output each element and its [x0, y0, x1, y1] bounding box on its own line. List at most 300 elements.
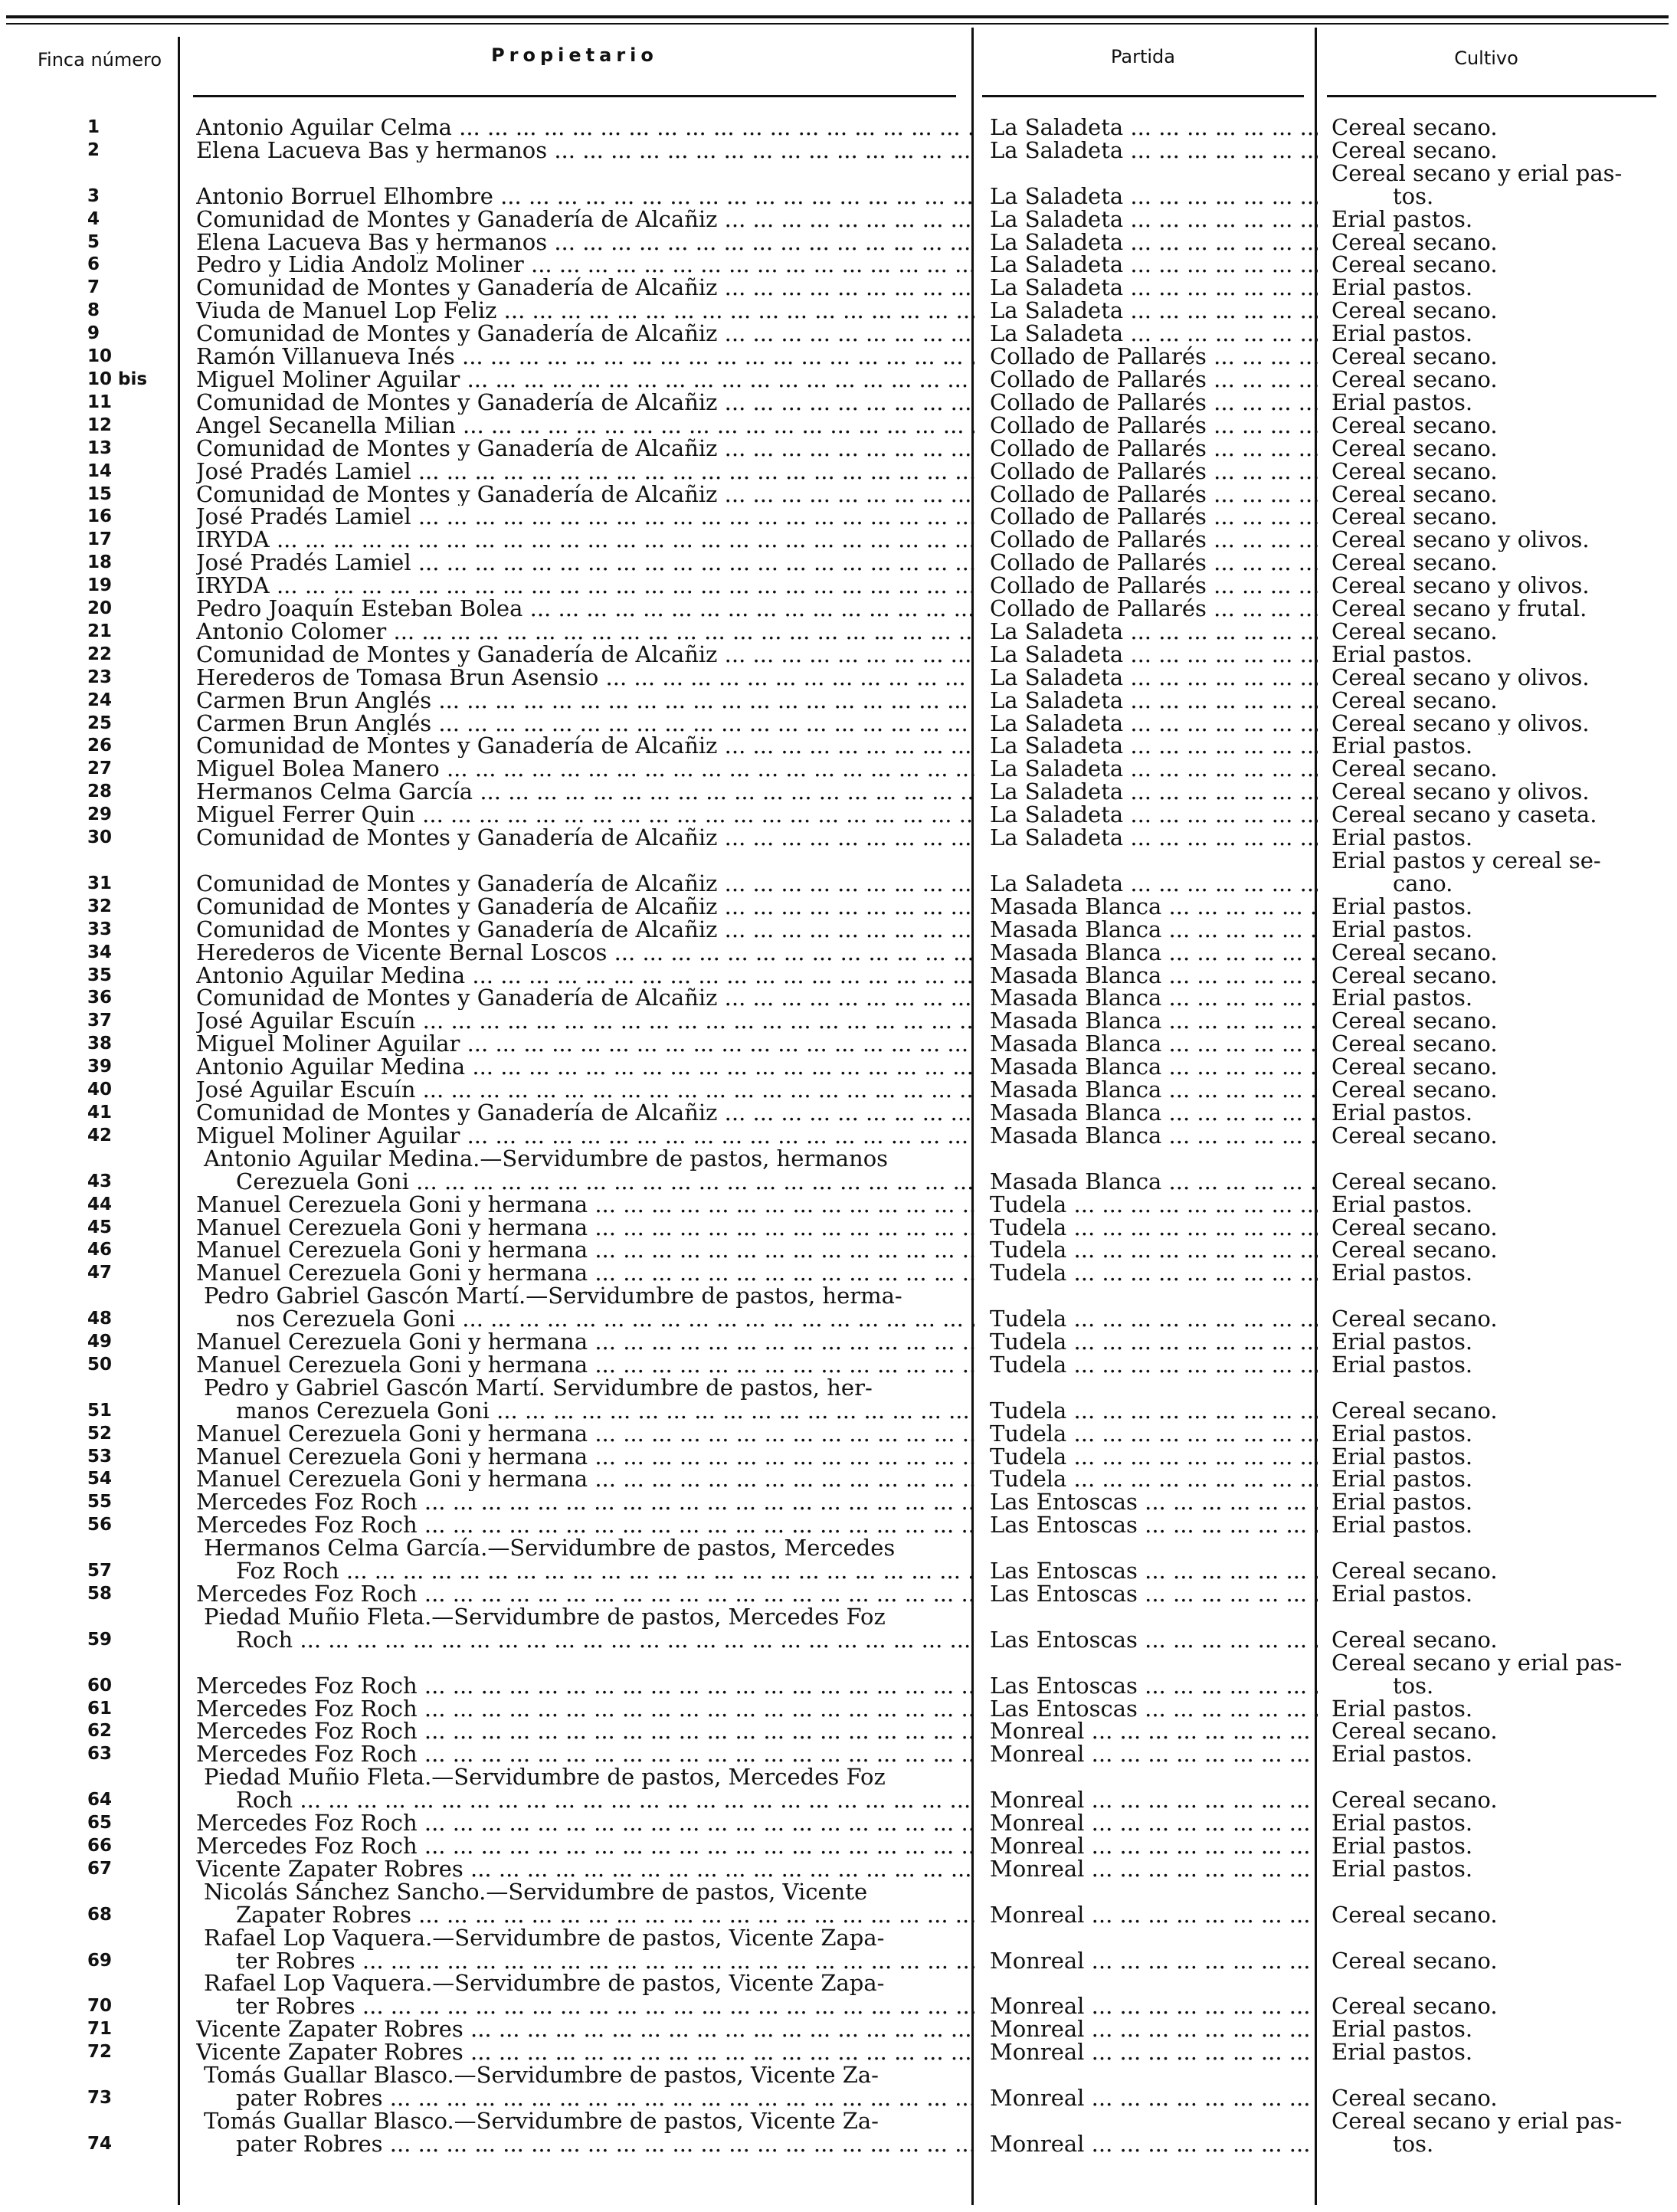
owner-name: Pedro Joaquín Esteban Bolea ... . [196, 598, 974, 621]
cultivo-cell [1318, 139, 1664, 162]
owner-name: Roch ... . [196, 1629, 974, 1652]
finca-number: 43 [87, 1171, 113, 1191]
owner-cell [178, 1125, 974, 1148]
finca-number: 51 [87, 1400, 113, 1421]
finca-number: 63 [87, 1744, 113, 1765]
table-row [0, 1491, 1664, 1514]
finca-number: 18 [87, 552, 113, 573]
partida-cell [974, 1102, 1318, 1125]
table-row [0, 277, 1664, 300]
partida-cell [974, 1698, 1318, 1721]
partida-cell [974, 1468, 1318, 1491]
owner-name: Antonio Borruel Elhombre ... . [196, 185, 974, 208]
cultivo-text: Cereal secano. [1331, 368, 1498, 392]
cultivo-cell [1318, 1217, 1664, 1240]
owner-cell [178, 415, 974, 437]
table-row [0, 483, 1664, 506]
owner-cell [178, 1927, 974, 1973]
owner-cell [178, 690, 974, 713]
partida-cell [974, 804, 1318, 827]
cultivo-cell [1318, 1148, 1664, 1194]
owner-name: Comunidad de Montes y Ganadería de Alcañiz ... . [196, 896, 974, 919]
partida-cell [974, 208, 1318, 231]
finca-number: 12 [87, 415, 113, 435]
owner-cell [178, 162, 974, 208]
cultivo-cell [1318, 415, 1664, 437]
partida-name: Monreal ... . [990, 1720, 1318, 1743]
cultivo-text: Cereal secano. [1331, 2084, 1498, 2110]
finca-number: 53 [87, 1446, 113, 1466]
header-cultivo: Cultivo [1454, 48, 1518, 69]
partida-cell [974, 1743, 1318, 1766]
partida-name: Masada Blanca ... . [990, 942, 1318, 965]
cultivo-text: Cereal secano. [1331, 1010, 1498, 1034]
cultivo-text: Cereal secano. [1331, 1993, 1498, 2019]
cultivo-cell [1318, 713, 1664, 736]
cultivo-cell [1318, 346, 1664, 369]
partida-cell [974, 2041, 1318, 2064]
table-row [0, 735, 1664, 758]
finca-number: 4 [87, 208, 100, 229]
owner-name: Mercedes Foz Roch ... . [196, 1743, 974, 1766]
finca-number: 69 [87, 1950, 113, 1971]
owner-cell [178, 1972, 974, 2018]
finca-number: 21 [87, 621, 113, 641]
partida-cell [974, 483, 1318, 506]
finca-number: 35 [87, 965, 113, 985]
owner-cell [178, 1033, 974, 1056]
owner-name: Comunidad de Montes y Ganadería de Alcañiz ... . [196, 323, 974, 346]
owner-name: Manuel Cerezuela Goni y hermana ... . [196, 1194, 974, 1217]
owner-name: Carmen Brun Anglés ... . [196, 690, 974, 713]
owner-cell [178, 1102, 974, 1125]
finca-number: 56 [87, 1515, 113, 1535]
owner-name: Manuel Cerezuela Goni y hermana ... . [196, 1239, 974, 1262]
partida-name: Collado de Pallarés ... . [990, 415, 1318, 437]
owner-cell [178, 1583, 974, 1606]
table-row [0, 621, 1664, 644]
owner-cell [178, 827, 974, 850]
finca-number: 46 [87, 1240, 113, 1260]
owner-name: Comunidad de Montes y Ganadería de Alcañiz ... . [196, 827, 974, 850]
owner-name: Antonio Aguilar Celma ... . [196, 116, 974, 139]
cultivo-text: Cereal secano y erial pas- [1331, 2109, 1623, 2134]
owner-name: Vicente Zapater Robres ... . [196, 2018, 974, 2041]
owner-name: Nicolás Sánchez Sancho.—Servidumbre de pastos, Vicente [204, 1880, 868, 1904]
cultivo-cell [1318, 987, 1664, 1010]
finca-number: 66 [87, 1835, 113, 1856]
owner-cell [178, 1217, 974, 1240]
owner-cell [178, 919, 974, 942]
owner-name: Comunidad de Montes y Ganadería de Alcañiz ... . [196, 873, 974, 896]
partida-cell [974, 781, 1318, 804]
owner-name: Miguel Moliner Aguilar ... . [196, 369, 974, 392]
cultivo-text: Cereal secano. [1331, 346, 1498, 369]
cultivo-text: Cereal secano y caseta. [1331, 804, 1597, 827]
partida-name: Monreal ... . [990, 2131, 1318, 2156]
cultivo-text: Erial pastos. [1331, 1857, 1473, 1881]
partida-cell [974, 713, 1318, 736]
cultivo-text: Cereal secano. [1331, 1033, 1498, 1057]
partida-cell [974, 1354, 1318, 1377]
partida-cell [974, 323, 1318, 346]
partida-cell [974, 346, 1318, 369]
partida-cell [974, 987, 1318, 1010]
table-row [0, 437, 1664, 460]
owner-cell [178, 987, 974, 1010]
partida-name: La Saladeta ... . [990, 300, 1318, 323]
partida-cell [974, 1377, 1318, 1423]
partida-name: La Saladeta ... . [990, 870, 1318, 896]
cultivo-cell [1318, 1033, 1664, 1056]
cultivo-text: Erial pastos. [1331, 1834, 1473, 1858]
partida-cell [974, 1262, 1318, 1285]
partida-cell [974, 1010, 1318, 1033]
owner-name: Comunidad de Montes y Ganadería de Alcañiz ... . [196, 437, 974, 460]
cultivo-text: Cereal secano. [1331, 231, 1498, 254]
finca-number: 9 [87, 323, 100, 344]
table-row [0, 758, 1664, 781]
owner-name: Angel Secanella Milian ... . [196, 415, 974, 437]
cultivo-cell [1318, 942, 1664, 965]
owner-cell [178, 1881, 974, 1927]
table-row [0, 1056, 1664, 1079]
owner-cell [178, 1812, 974, 1835]
owner-cell [178, 437, 974, 460]
cultivo-cell [1318, 621, 1664, 644]
owner-cell [178, 2110, 974, 2156]
cultivo-cell [1318, 506, 1664, 529]
partida-name: Monreal ... . [990, 2041, 1318, 2064]
owner-name: Antonio Aguilar Medina.—Servidumbre de pastos, hermanos [204, 1147, 889, 1171]
finca-number: 14 [87, 460, 113, 481]
finca-number: 42 [87, 1125, 113, 1145]
finca-number: 33 [87, 919, 113, 939]
partida-cell [974, 2110, 1318, 2156]
cultivo-text: Cereal secano. [1331, 1168, 1498, 1194]
partida-name: Monreal ... . [990, 2085, 1318, 2110]
owner-name: Ramón Villanueva Inés ... . [196, 346, 974, 369]
cultivo-text: Cereal secano. [1331, 552, 1498, 575]
partida-cell [974, 1491, 1318, 1514]
partida-name: Monreal ... . [990, 1743, 1318, 1766]
partida-cell [974, 850, 1318, 896]
owner-cell [178, 1377, 974, 1423]
cultivo-text: Erial pastos. [1331, 1743, 1473, 1767]
owner-cell [178, 621, 974, 644]
cultivo-cell [1318, 1491, 1664, 1514]
cultivo-cell [1318, 162, 1664, 208]
finca-number: 23 [87, 667, 113, 687]
owner-cell [178, 552, 974, 575]
cultivo-text: Cereal secano. [1331, 1558, 1498, 1583]
owner-name: Comunidad de Montes y Ganadería de Alcañiz ... . [196, 208, 974, 231]
owner-cell [178, 1285, 974, 1331]
partida-cell [974, 116, 1318, 139]
owner-name: Mercedes Foz Roch ... . [196, 1583, 974, 1606]
partida-name: La Saladeta ... . [990, 323, 1318, 346]
table-row [0, 1010, 1664, 1033]
finca-number: 10 bis [87, 369, 148, 389]
table-row [0, 1148, 1664, 1194]
owner-cell [178, 1766, 974, 1812]
cultivo-cell [1318, 552, 1664, 575]
partida-cell [974, 827, 1318, 850]
owner-name: ter Robres ... . [196, 1950, 974, 1973]
finca-number: 37 [87, 1011, 113, 1031]
cultivo-text: Cereal secano. [1331, 483, 1498, 506]
cultivo-text: Cereal secano y frutal. [1331, 598, 1587, 621]
owner-name: Foz Roch ... . [196, 1560, 974, 1583]
table-row [0, 1698, 1664, 1721]
owner-cell [178, 1079, 974, 1102]
partida-cell [974, 1079, 1318, 1102]
partida-name: Monreal ... . [990, 1812, 1318, 1835]
cultivo-cell [1318, 2110, 1664, 2156]
table-row [0, 392, 1664, 415]
owner-cell [178, 1354, 974, 1377]
owner-cell [178, 1537, 974, 1583]
cultivo-cell [1318, 254, 1664, 277]
finca-number: 55 [87, 1492, 113, 1512]
table-row [0, 300, 1664, 323]
table-row [0, 781, 1664, 804]
finca-number: 59 [87, 1629, 113, 1650]
owner-cell [178, 254, 974, 277]
partida-cell [974, 1720, 1318, 1743]
top-rule-thin [6, 23, 1669, 25]
partida-cell [974, 1514, 1318, 1537]
finca-number: 28 [87, 782, 113, 802]
cultivo-text: Erial pastos. [1331, 1262, 1473, 1286]
partida-name: Collado de Pallarés ... . [990, 483, 1318, 506]
cultivo-cell [1318, 735, 1664, 758]
owner-name: pater Robres ... . [196, 2087, 974, 2110]
owner-cell [178, 2018, 974, 2041]
owner-name: Manuel Cerezuela Goni y hermana ... . [196, 1423, 974, 1446]
partida-name: La Saladeta ... . [990, 690, 1318, 713]
cultivo-cell [1318, 392, 1664, 415]
owner-name: Rafael Lop Vaquera.—Servidumbre de pastos, Vicente Zapa- [204, 1926, 885, 1950]
cultivo-cell [1318, 1766, 1664, 1812]
table-row [0, 254, 1664, 277]
owner-name: Rafael Lop Vaquera.—Servidumbre de pastos, Vicente Zapa- [204, 1972, 885, 1996]
table-row [0, 1606, 1664, 1652]
cultivo-cell [1318, 598, 1664, 621]
cultivo-cell [1318, 369, 1664, 392]
table-row [0, 1102, 1664, 1125]
owner-cell [178, 1010, 974, 1033]
table-row [0, 1377, 1664, 1423]
finca-number: 2 [87, 139, 100, 160]
partida-name: Tudela ... . [990, 1239, 1318, 1262]
partida-cell [974, 1056, 1318, 1079]
partida-name: Collado de Pallarés ... . [990, 392, 1318, 415]
partida-name: Collado de Pallarés ... . [990, 529, 1318, 552]
owner-name: Comunidad de Montes y Ganadería de Alcañiz ... . [196, 644, 974, 667]
cultivo-text: Erial pastos. [1331, 208, 1473, 231]
partida-cell [974, 1446, 1318, 1469]
owner-cell [178, 896, 974, 919]
partida-name: Tudela ... . [990, 1306, 1318, 1331]
table-row [0, 1583, 1664, 1606]
table-row [0, 1858, 1664, 1881]
owner-cell [178, 1239, 974, 1262]
owner-name: Antonio Aguilar Medina ... . [196, 965, 974, 988]
cultivo-cell [1318, 437, 1664, 460]
table-row [0, 1125, 1664, 1148]
cultivo-cell [1318, 231, 1664, 254]
owner-cell [178, 850, 974, 896]
finca-number: 39 [87, 1057, 113, 1077]
cultivo-text: Erial pastos. [1331, 1812, 1473, 1835]
cultivo-text: Erial pastos. [1331, 1353, 1473, 1377]
cultivo-text: Cereal secano y erial pas- [1331, 162, 1623, 186]
owner-name: Miguel Moliner Aguilar ... . [196, 1033, 974, 1056]
owner-cell [178, 1720, 974, 1743]
cultivo-text: Cereal secano. [1331, 437, 1498, 460]
finca-number: 8 [87, 300, 100, 321]
cultivo-text: Erial pastos. [1331, 1583, 1473, 1606]
finca-number: 6 [87, 254, 100, 275]
owner-cell [178, 369, 974, 392]
finca-number: 52 [87, 1423, 113, 1444]
table-row [0, 1331, 1664, 1354]
owner-name: Comunidad de Montes y Ganadería de Alcañiz ... . [196, 392, 974, 415]
finca-number: 3 [87, 185, 100, 206]
cultivo-cell [1318, 1377, 1664, 1423]
finca-number: 61 [87, 1698, 113, 1719]
finca-number: 48 [87, 1309, 113, 1329]
partida-cell [974, 1217, 1318, 1240]
table-row [0, 690, 1664, 713]
cultivo-text: Cereal secano. [1331, 460, 1498, 483]
partida-cell [974, 369, 1318, 392]
partida-name: Collado de Pallarés ... . [990, 575, 1318, 598]
owner-name: Pedro y Gabriel Gascón Martí. Servidumbre de pastos, her- [204, 1376, 873, 1400]
finca-number: 68 [87, 1904, 113, 1925]
owner-cell [178, 804, 974, 827]
cultivo-text: Erial pastos y cereal se- [1331, 850, 1601, 873]
partida-name: Collado de Pallarés ... . [990, 346, 1318, 369]
cultivo-text: Cereal secano. [1331, 300, 1498, 323]
finca-number: 44 [87, 1194, 113, 1214]
owner-name: Manuel Cerezuela Goni y hermana ... . [196, 1262, 974, 1285]
owner-name: Elena Lacueva Bas y hermanos ... . [196, 139, 974, 162]
table-row [0, 713, 1664, 736]
partida-name: Masada Blanca ... . [990, 1125, 1318, 1148]
table-row [0, 346, 1664, 369]
owner-name: Comunidad de Montes y Ganadería de Alcañiz ... . [196, 277, 974, 300]
partida-name: Masada Blanca ... . [990, 965, 1318, 988]
cultivo-text: Erial pastos. [1331, 735, 1473, 759]
partida-cell [974, 1285, 1318, 1331]
partida-name: Las Entoscas ... . [990, 1558, 1318, 1583]
table-row [0, 804, 1664, 827]
partida-cell [974, 415, 1318, 437]
owner-cell [178, 346, 974, 369]
owner-name: Comunidad de Montes y Ganadería de Alcañiz ... . [196, 1102, 974, 1125]
cultivo-cell [1318, 1331, 1664, 1354]
cultivo-cell [1318, 644, 1664, 667]
partida-cell [974, 1881, 1318, 1927]
partida-cell [974, 1331, 1318, 1354]
table-row [0, 1537, 1664, 1583]
partida-cell [974, 1927, 1318, 1973]
owner-name: José Aguilar Escuín ... . [196, 1079, 974, 1102]
cultivo-text: Cereal secano. [1331, 1947, 1498, 1973]
cultivo-cell [1318, 850, 1664, 896]
finca-number: 58 [87, 1584, 113, 1604]
owner-name: Piedad Muñio Fleta.—Servidumbre de pastos, Mercedes Foz [204, 1766, 886, 1790]
owner-name: Carmen Brun Anglés ... . [196, 713, 974, 736]
owner-name: Comunidad de Montes y Ganadería de Alcañiz ... . [196, 987, 974, 1010]
cultivo-cell [1318, 1239, 1664, 1262]
table-row [0, 1446, 1664, 1469]
partida-cell [974, 277, 1318, 300]
partida-name: Masada Blanca ... . [990, 987, 1318, 1010]
cultivo-text: Cereal secano y olivos. [1331, 712, 1590, 736]
table-row [0, 1972, 1664, 2018]
table-row [0, 139, 1664, 162]
owner-name: Pedro Gabriel Gascón Martí.—Servidumbre de pastos, herma- [204, 1285, 902, 1309]
owner-name: pater Robres ... . [196, 2133, 974, 2156]
partida-cell [974, 552, 1318, 575]
cultivo-cell [1318, 277, 1664, 300]
partida-name: La Saladeta ... . [990, 183, 1318, 208]
table-row [0, 896, 1664, 919]
cultivo-text: Erial pastos. [1331, 1331, 1473, 1354]
header-partida: Partida [1111, 46, 1175, 67]
partida-cell [974, 919, 1318, 942]
table-row [0, 598, 1664, 621]
partida-name: Tudela ... . [990, 1194, 1318, 1217]
owner-name: Piedad Muñio Fleta.—Servidumbre de pastos, Mercedes Foz [204, 1605, 886, 1629]
partida-name: Masada Blanca ... . [990, 1010, 1318, 1033]
table-row [0, 506, 1664, 529]
cultivo-text: Cereal secano. [1331, 1787, 1498, 1813]
owner-cell [178, 1835, 974, 1858]
partida-cell [974, 1033, 1318, 1056]
cultivo-cell [1318, 323, 1664, 346]
partida-name: La Saladeta ... . [990, 827, 1318, 850]
finca-number: 5 [87, 231, 100, 252]
cultivo-text: Cereal secano y erial pas- [1331, 1651, 1623, 1676]
cultivo-text: Cereal secano. [1331, 1397, 1498, 1423]
owner-name: Zapater Robres ... . [196, 1904, 974, 1927]
partida-cell [974, 1766, 1318, 1812]
partida-cell [974, 506, 1318, 529]
owner-cell [178, 735, 974, 758]
cultivo-text: Erial pastos. [1331, 277, 1473, 300]
owner-cell [178, 300, 974, 323]
table-row [0, 644, 1664, 667]
cultivo-cell [1318, 1743, 1664, 1766]
partida-name: La Saladeta ... . [990, 277, 1318, 300]
cultivo-cell [1318, 1423, 1664, 1446]
owner-cell [178, 483, 974, 506]
table-row [0, 1194, 1664, 1217]
partida-cell [974, 1652, 1318, 1698]
finca-number: 49 [87, 1332, 113, 1352]
partida-cell [974, 1812, 1318, 1835]
owner-name: Mercedes Foz Roch ... . [196, 1675, 974, 1698]
header-finca: Finca número [37, 49, 162, 70]
partida-cell [974, 965, 1318, 988]
owner-name: Mercedes Foz Roch ... . [196, 1720, 974, 1743]
cultivo-cell [1318, 116, 1664, 139]
cultivo-cell [1318, 1858, 1664, 1881]
